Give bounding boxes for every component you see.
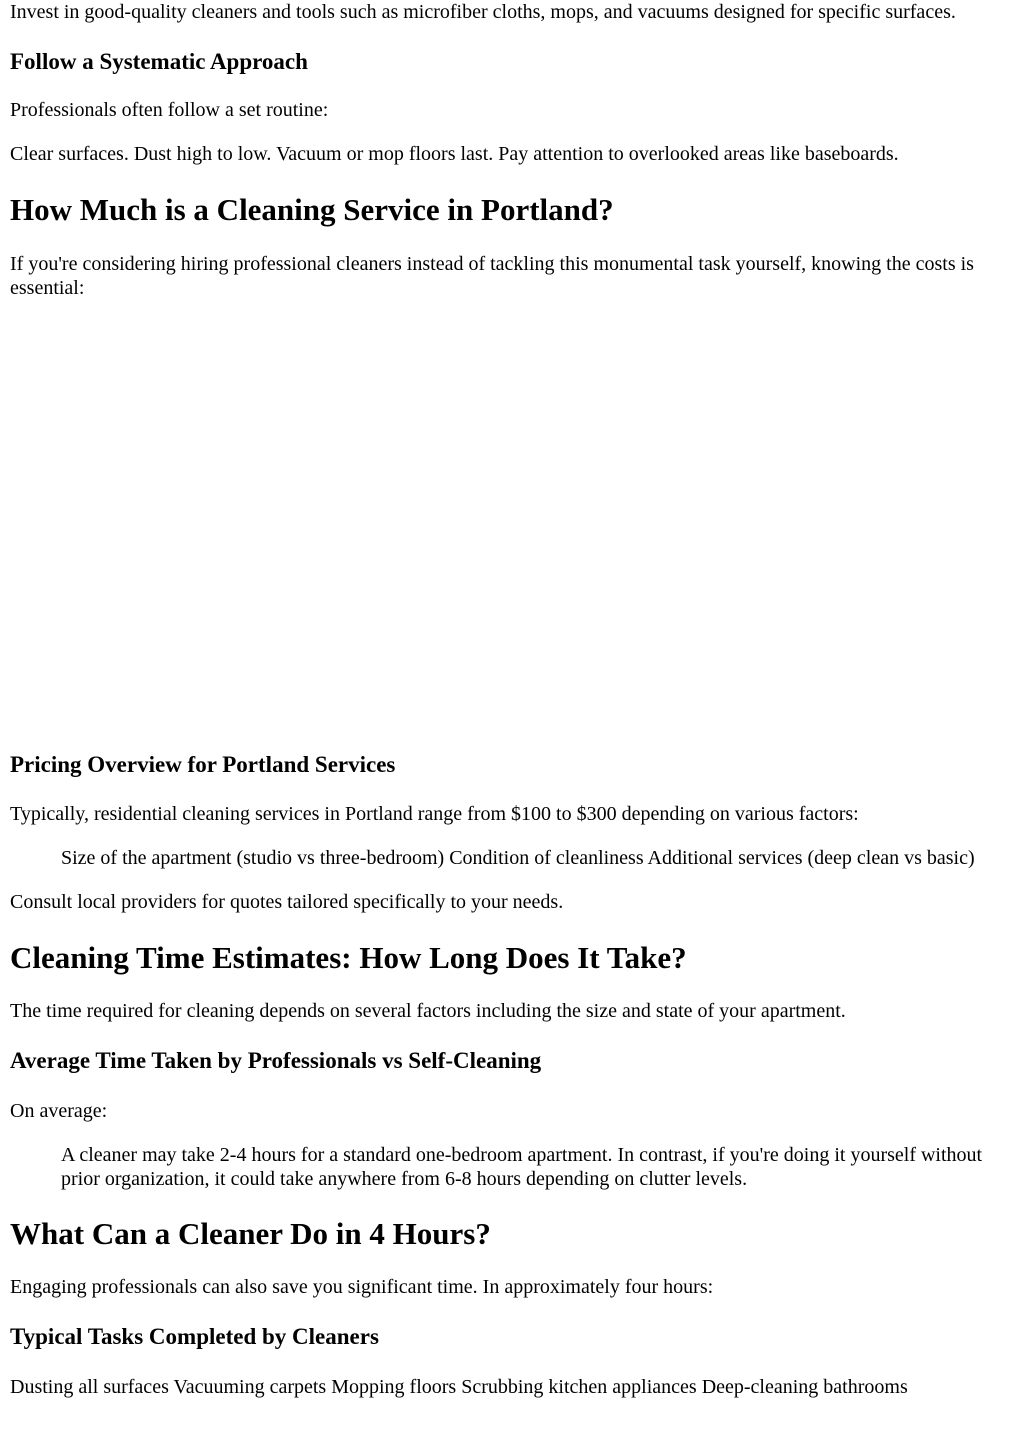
paragraph-save-time: Engaging professionals can also save you significant time. In approximately four hours: <box>10 1276 714 1298</box>
paragraph-task-list: Dusting all surfaces Vacuuming carpets Mopping floors Scrubbing kitchen appliances Deep-cleaning bathrooms <box>10 1376 908 1398</box>
blockquote-time-comparison: A cleaner may take 2-4 hours for a standard one-bedroom apartment. In contrast, if you're doing it yourself without prior organization, it could take anywhere from 6-8 hours depending on clutter levels. <box>61 1144 983 1190</box>
paragraph-routine-steps: Clear surfaces. Dust high to low. Vacuum or mop floors last. Pay attention to overlooked areas like baseboards. <box>10 143 899 165</box>
blank-embed-area <box>10 300 1014 740</box>
heading-time-estimates: Cleaning Time Estimates: How Long Does It Take? <box>10 940 687 975</box>
heading-typical-tasks: Typical Tasks Completed by Cleaners <box>10 1324 379 1349</box>
heading-average-time: Average Time Taken by Professionals vs Self-Cleaning <box>10 1048 542 1073</box>
heading-cleaning-cost: How Much is a Cleaning Service in Portland? <box>10 192 614 227</box>
paragraph-consult-providers: Consult local providers for quotes tailored specifically to your needs. <box>10 891 564 913</box>
heading-systematic-approach: Follow a Systematic Approach <box>10 49 308 74</box>
paragraph-routine-intro: Professionals often follow a set routine: <box>10 99 329 121</box>
paragraph-time-factors: The time required for cleaning depends on several factors including the size and state of your apartment. <box>10 1000 846 1022</box>
paragraph-price-range: Typically, residential cleaning services in Portland range from $100 to $300 depending on various factors: <box>10 803 859 825</box>
paragraph-on-average: On average: <box>10 1100 108 1122</box>
blockquote-price-factors: Size of the apartment (studio vs three-bedroom) Condition of cleanliness Additional services (deep clean vs basic) <box>61 847 975 869</box>
paragraph-tools: Invest in good-quality cleaners and tools such as microfiber cloths, mops, and vacuums designed for specific surfaces. <box>10 1 956 23</box>
heading-pricing-overview: Pricing Overview for Portland Services <box>10 752 396 777</box>
heading-four-hours: What Can a Cleaner Do in 4 Hours? <box>10 1216 491 1251</box>
paragraph-hiring-costs: If you're considering hiring professional cleaners instead of tackling this monumental task yourself, knowing the costs is essential: <box>10 253 974 299</box>
